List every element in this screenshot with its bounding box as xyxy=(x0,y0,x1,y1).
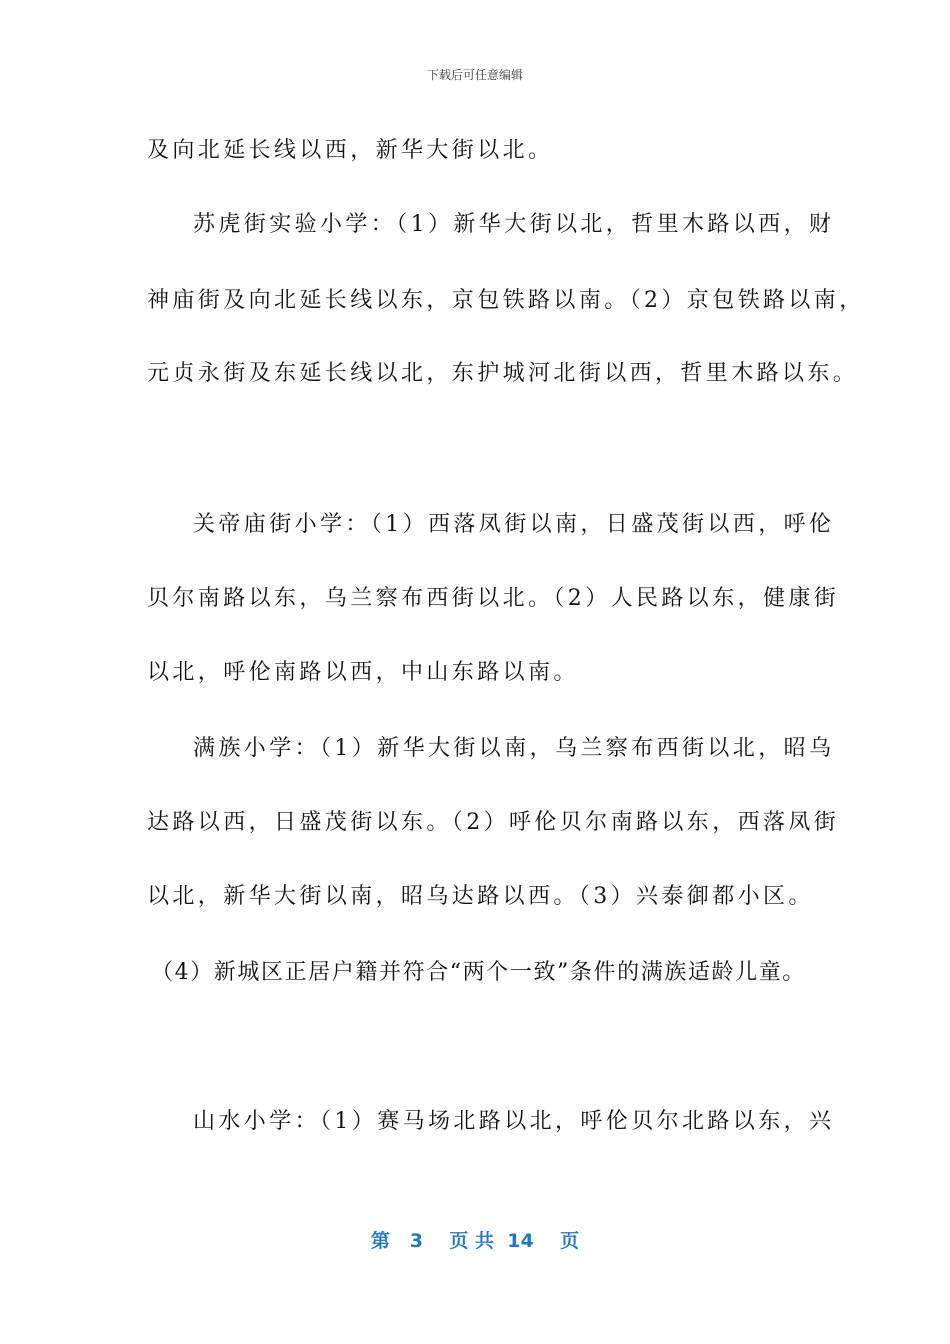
text-line: 贝尔南路以东，乌兰察布西街以北。（2）人民路以东，健康街 xyxy=(147,586,840,611)
footer-prefix: 第 xyxy=(370,1230,390,1252)
footer-total-pages: 14 xyxy=(507,1230,534,1252)
text-line: 以北，呼伦南路以西，中山东路以南。 xyxy=(147,660,579,685)
footer-middle: 页 共 xyxy=(449,1230,495,1252)
text-line: 神庙街及向北延长线以东，京包铁路以南。（2）京包铁路以南， xyxy=(147,288,865,313)
text-line: 以北，新华大街以南，昭乌达路以西。（3）兴泰御都小区。 xyxy=(147,884,814,909)
text-line: 满族小学：（1）新华大街以南，乌兰察布西街以北，昭乌 xyxy=(193,736,835,761)
footer-page-number: 3 xyxy=(409,1230,423,1252)
text-line: 关帝庙街小学：（1）西落凤街以南，日盛茂街以西，呼伦 xyxy=(193,512,835,537)
text-line: 苏虎街实验小学：（1）新华大街以北，哲里木路以西，财 xyxy=(193,212,835,237)
page-header: 下载后可任意编辑 xyxy=(426,68,523,82)
text-line: 元贞永街及东延长线以北，东护城河北街以西，哲里木路以东。 xyxy=(147,361,859,386)
text-line: 山水小学：（1）赛马场北路以北，呼伦贝尔北路以东，兴 xyxy=(193,1109,835,1134)
text-line: （4）新城区正居户籍并符合“两个一致”条件的满族适龄儿童。 xyxy=(151,960,806,985)
footer-suffix: 页 xyxy=(560,1230,580,1252)
text-line: 达路以西，日盛茂街以东。（2）呼伦贝尔南路以东，西落凤街 xyxy=(147,810,840,835)
page-footer xyxy=(0,1226,950,1253)
text-line: 及向北延长线以西，新华大街以北。 xyxy=(147,138,554,163)
